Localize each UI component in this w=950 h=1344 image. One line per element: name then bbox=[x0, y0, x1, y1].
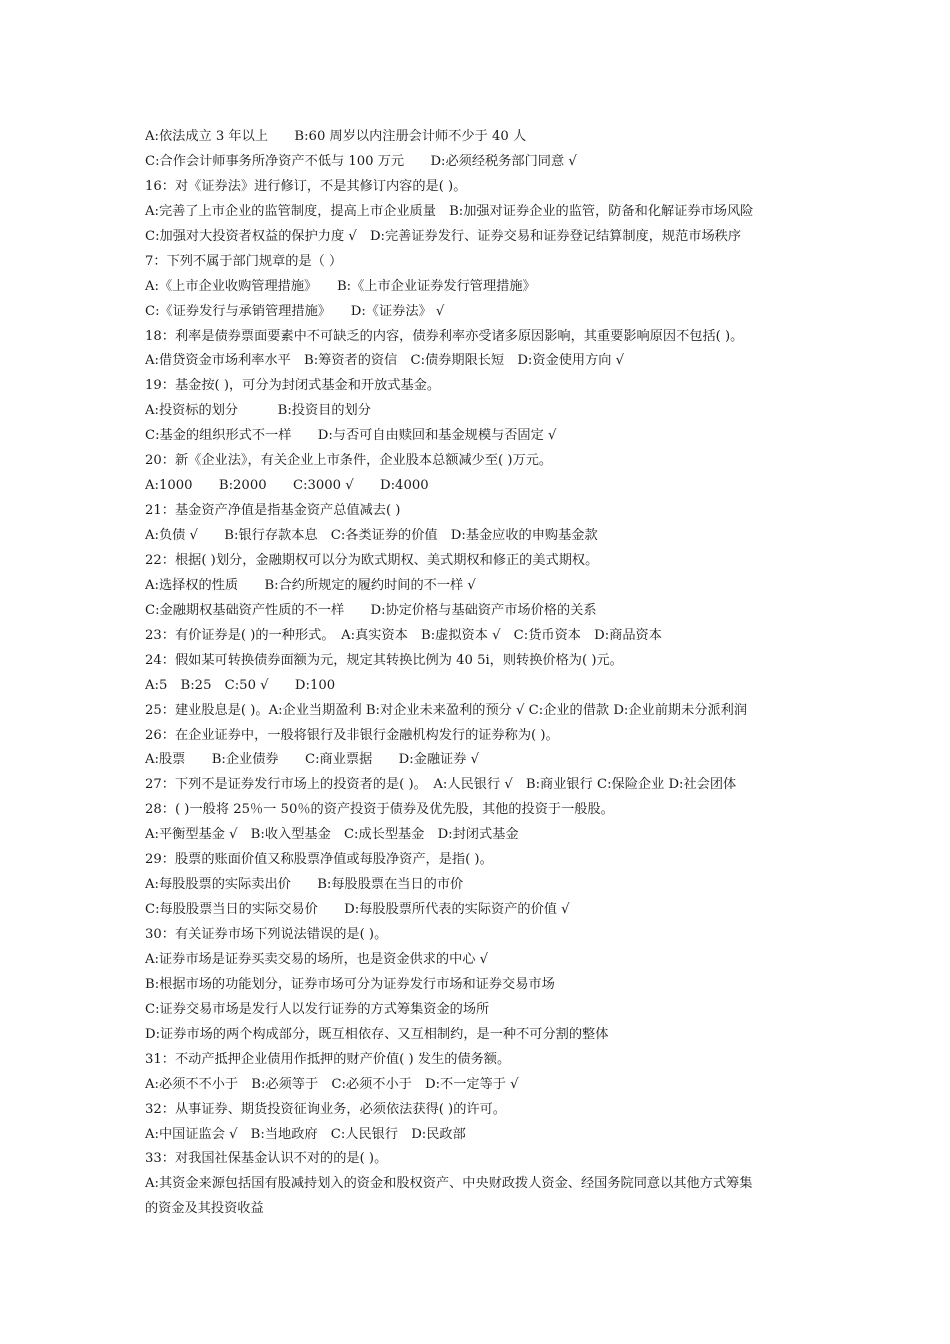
text-line: A:每股股票的实际卖出价 B:每股股票在当日的市价 bbox=[145, 877, 464, 893]
text-line: A:1000 B:2000 C:3000 √ D:4000 bbox=[145, 478, 429, 494]
text-line: A:投资标的划分 B:投资目的划分 bbox=[145, 403, 371, 419]
question-line: 24：假如某可转换债券面额为元，规定其转换比例为 40 5i，则转换价格为( )元。 bbox=[145, 652, 623, 668]
question-line: 19：基金按( )，可分为封闭式基金和开放式基金。 bbox=[145, 378, 441, 394]
question-line: 18：利率是债券票面要素中不可缺乏的内容，债券利率亦受诸多原因影响，其重要影响原因不包括( )。 bbox=[145, 328, 744, 344]
text-line: A:证券市场是证券买卖交易的场所，也是资金供求的中心 √ bbox=[145, 951, 489, 967]
question-line: 29：股票的账面价值又称股票净值或每股净资产，是指( )。 bbox=[145, 852, 493, 868]
text-line: A:选择权的性质 B:合约所规定的履约时间的不一样 √ bbox=[145, 577, 476, 593]
question-line: 33：对我国社保基金认识不对的的是( )。 bbox=[145, 1151, 388, 1167]
text-line: A:负债 √ B:银行存款本息 C:各类证券的价值 D:基金应收的申购基金款 bbox=[145, 528, 598, 543]
question-line: 31：不动产抵押企业债用作抵押的财产价值( ) 发生的债务额。 bbox=[145, 1051, 511, 1067]
question-line: 7：下列不属于部门规章的是（ ） bbox=[145, 253, 343, 269]
question-line: 23：有价证券是( )的一种形式。 A:真实资本 B:虚拟资本 √ C:货币资本 D:商品资本 bbox=[145, 627, 662, 643]
text-line: A:借贷资金市场利率水平 B:筹资者的资信 C:债券期限长短 D:资金使用方向 √ bbox=[145, 353, 625, 369]
question-line: 27：下列不是证券发行市场上的投资者的是( )。 A:人民银行 √ B:商业银行 C:保险企业 D:社会团体 bbox=[145, 777, 737, 793]
text-line: A:完善了上市企业的监管制度，提高上市企业质量 B:加强对证券企业的监管，防备和化解证券市场风险 bbox=[145, 203, 754, 219]
text-line: D:证券市场的两个构成部分，既互相依存、又互相制约，是一种不可分割的整体 bbox=[145, 1026, 609, 1042]
question-line: 26：在企业证券中，一般将银行及非银行金融机构发行的证券称为( )。 bbox=[145, 727, 559, 743]
text-line: C:加强对大投资者权益的保护力度 √ D:完善证券发行、证券交易和证券登记结算制度，规范市场秩序 bbox=[145, 228, 742, 244]
text-line: 的资金及其投资收益 bbox=[145, 1201, 264, 1217]
text-line: A:平衡型基金 √ B:收入型基金 C:成长型基金 D:封闭式基金 bbox=[145, 827, 519, 843]
text-line: C:合作会计师事务所净资产不低与 100 万元 D:必须经税务部门同意 √ bbox=[145, 153, 577, 169]
text-line: A:依法成立 3 年以上 B:60 周岁以内注册会计师不少于 40 人 bbox=[145, 129, 527, 144]
document-page bbox=[145, 125, 815, 1222]
text-line: A:5 B:25 C:50 √ D:100 bbox=[145, 677, 336, 693]
text-line: A:必须不不小于 B:必须等于 C:必须不小于 D:不一定等于 √ bbox=[145, 1076, 519, 1092]
question-line: 32：从事证券、期货投资征询业务，必须依法获得( )的许可。 bbox=[145, 1101, 506, 1117]
question-line: 30：有关证券市场下列说法错误的是( )。 bbox=[145, 927, 388, 942]
text-line: A:其资金来源包括国有股减持划入的资金和股权资产、中央财政拨人资金、经国务院同意以其他方式筹集 bbox=[145, 1176, 753, 1192]
text-line: C:每股股票当日的实际交易价 D:每股股票所代表的实际资产的价值 √ bbox=[145, 902, 570, 918]
text-line: C:基金的组织形式不一样 D:与否可自由赎回和基金规模与否固定 √ bbox=[145, 428, 557, 444]
text-line: A:《上市企业收购管理措施》 B:《上市企业证券发行管理措施》 bbox=[145, 278, 536, 294]
question-line: 16：对《证券法》进行修订，不是其修订内容的是( )。 bbox=[145, 178, 467, 194]
question-line: 20：新《企业法》，有关企业上市条件，企业股本总额减少至( )万元。 bbox=[145, 453, 553, 469]
text-line: B:根据市场的功能划分，证券市场可分为证券发行市场和证券交易市场 bbox=[145, 976, 555, 992]
question-line: 25：建业股息是( )。A:企业当期盈利 B:对企业未来盈利的预分 √ C:企业的借款 D:企业前期未分派利润 bbox=[145, 702, 748, 718]
text-line: C:金融期权基础资产性质的不一样 D:协定价格与基础资产市场价格的关系 bbox=[145, 602, 597, 618]
question-line: 21：基金资产净值是指基金资产总值减去( ) bbox=[145, 503, 401, 519]
text-line: C:《证券发行与承销管理措施》 D:《证券法》 √ bbox=[145, 303, 445, 319]
question-line: 28：( )一般将 25％一 50％的资产投资于债券及优先股，其他的投资于一般股。 bbox=[145, 802, 614, 818]
text-line: C:证券交易市场是发行人以发行证券的方式筹集资金的场所 bbox=[145, 1001, 490, 1017]
text-line: A:中国证监会 √ B:当地政府 C:人民银行 D:民政部 bbox=[145, 1126, 466, 1142]
text-line: A:股票 B:企业债券 C:商业票据 D:金融证券 √ bbox=[145, 752, 479, 768]
question-line: 22：根据( )划分，金融期权可以分为欧式期权、美式期权和修正的美式期权。 bbox=[145, 552, 599, 568]
